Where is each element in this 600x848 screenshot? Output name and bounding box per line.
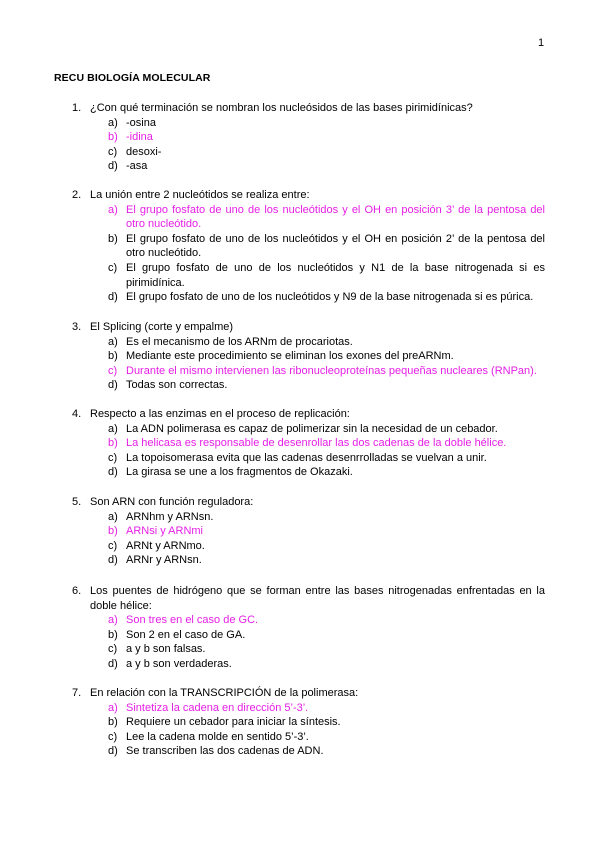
option-b[interactable]	[108, 349, 545, 364]
option-letter: c)	[108, 539, 118, 552]
option-letter: a)	[108, 335, 118, 348]
option-letter: a)	[108, 510, 118, 523]
question-text: Son ARN con función reguladora:	[90, 496, 254, 508]
option-letter: b)	[108, 131, 118, 144]
option-c[interactable]	[108, 145, 545, 160]
question-number: 3.	[72, 321, 82, 333]
option-c[interactable]	[108, 730, 545, 745]
option-letter: b)	[108, 628, 118, 641]
option-letter: c)	[108, 730, 118, 743]
question-number: 7.	[72, 687, 82, 699]
option-letter: a)	[108, 422, 118, 435]
option-d[interactable]	[108, 378, 545, 393]
question-3	[72, 320, 545, 393]
question-number: 4.	[72, 408, 82, 420]
question-1	[72, 101, 545, 174]
option-text: -asa	[126, 160, 148, 173]
option-text: Sintetiza la cadena en dirección 5’-3’.	[126, 701, 309, 714]
question-text: ¿Con qué terminación se nombran los nucleósidos de las bases pirimidínicas?	[90, 102, 473, 114]
option-text: -osina	[126, 116, 156, 129]
option-letter: a)	[108, 116, 118, 129]
option-text: Lee la cadena molde en sentido 5’-3’.	[126, 730, 309, 743]
option-text: La helicasa es responsable de desenrollar las dos cadenas de la doble hélice.	[126, 437, 507, 450]
option-b[interactable]	[108, 130, 545, 145]
page-number: 1	[538, 37, 545, 49]
option-letter: d)	[108, 554, 118, 567]
option-c[interactable]	[108, 539, 545, 554]
document-title: RECU BIOLOGÍA MOLECULAR	[54, 72, 211, 84]
option-letter: d)	[108, 160, 118, 173]
option-text: Requiere un cebador para iniciar la síntesis.	[126, 716, 341, 729]
option-text: Es el mecanismo de los ARNm de procariotas.	[126, 335, 353, 348]
option-letter: d)	[108, 466, 118, 479]
option-text: ARNhm y ARNsn.	[126, 510, 214, 523]
option-b[interactable]	[108, 436, 545, 451]
question-5	[72, 495, 545, 568]
option-letter: d)	[108, 745, 118, 758]
option-letter: c)	[108, 145, 118, 158]
question-7	[72, 686, 545, 759]
option-text: Son tres en el caso de GC.	[126, 614, 259, 627]
option-a[interactable]	[108, 116, 545, 131]
question-number: 6.	[72, 585, 82, 597]
option-letter: d)	[108, 657, 118, 670]
option-text: a y b son verdaderas.	[126, 657, 232, 670]
question-number: 2.	[72, 189, 82, 201]
option-a[interactable]	[108, 335, 545, 350]
option-c[interactable]	[108, 364, 545, 379]
question-4	[72, 407, 545, 480]
question-2	[72, 188, 545, 305]
option-d[interactable]	[108, 744, 545, 759]
option-letter: d)	[108, 379, 118, 392]
option-b[interactable]	[108, 232, 545, 261]
option-c[interactable]	[108, 261, 545, 290]
option-text: La ADN polimerasa es capaz de polimerizar sin la necesidad de un cebador.	[126, 422, 498, 435]
option-d[interactable]	[108, 553, 545, 568]
option-letter: b)	[108, 350, 118, 363]
option-text: El grupo fosfato de uno de los nucleótidos y el OH en posición 3’ de la pentosa del otro nucleótido.	[126, 203, 545, 231]
option-b[interactable]	[108, 628, 545, 643]
option-text: Durante el mismo intervienen las ribonucleoproteínas pequeñas nucleares (RNPan).	[126, 364, 537, 377]
option-c[interactable]	[108, 642, 545, 657]
option-c[interactable]	[108, 451, 545, 466]
option-letter: c)	[108, 451, 118, 464]
option-text: El grupo fosfato de uno de los nucleótidos y el OH en posición 2’ de la pentosa del otro nucleótido.	[126, 232, 545, 260]
option-letter: b)	[108, 525, 118, 538]
option-text: La girasa se une a los fragmentos de Okazaki.	[126, 466, 353, 479]
option-letter: c)	[108, 261, 118, 274]
option-letter: a)	[108, 701, 118, 714]
option-d[interactable]	[108, 290, 545, 305]
question-text: Respecto a las enzimas en el proceso de replicación:	[90, 408, 350, 420]
option-text: desoxi-	[126, 145, 162, 158]
option-text: Se transcriben las dos cadenas de ADN.	[126, 745, 324, 758]
option-letter: a)	[108, 614, 118, 627]
question-number: 5.	[72, 496, 82, 508]
question-text: Los puentes de hidrógeno que se forman entre las bases nitrogenadas enfrentadas en la doble hélice:	[90, 585, 545, 612]
option-text: ARNt y ARNmo.	[126, 539, 205, 552]
option-text: Son 2 en el caso de GA.	[126, 628, 246, 641]
option-letter: b)	[108, 232, 118, 245]
option-a[interactable]	[108, 510, 545, 525]
option-d[interactable]	[108, 465, 545, 480]
option-text: Todas son correctas.	[126, 379, 228, 392]
option-a[interactable]	[108, 422, 545, 437]
option-text: ARNr y ARNsn.	[126, 554, 202, 567]
option-a[interactable]	[108, 701, 545, 716]
question-text: El Splicing (corte y empalme)	[90, 321, 234, 333]
question-number: 1.	[72, 102, 82, 114]
option-text: a y b son falsas.	[126, 643, 206, 656]
option-letter: a)	[108, 203, 118, 216]
option-letter: d)	[108, 291, 118, 304]
option-a[interactable]	[108, 203, 545, 232]
option-d[interactable]	[108, 159, 545, 174]
question-text: La unión entre 2 nucleótidos se realiza entre:	[90, 189, 310, 201]
question-6	[72, 584, 545, 672]
option-text: El grupo fosfato de uno de los nucleótidos y N9 de la base nitrogenada si es púrica.	[126, 291, 534, 304]
option-b[interactable]	[108, 715, 545, 730]
option-letter: c)	[108, 643, 118, 656]
option-text: -idina	[126, 131, 153, 144]
question-text: En relación con la TRANSCRIPCIÓN de la polimerasa:	[90, 687, 359, 699]
option-letter: b)	[108, 716, 118, 729]
option-a[interactable]	[108, 613, 545, 628]
option-text: Mediante este procedimiento se eliminan los exones del preARNm.	[126, 350, 454, 363]
option-b[interactable]	[108, 524, 545, 539]
option-letter: b)	[108, 437, 118, 450]
option-text: ARNsi y ARNmi	[126, 525, 204, 538]
option-letter: c)	[108, 364, 118, 377]
option-d[interactable]	[108, 657, 545, 672]
option-text: La topoisomerasa evita que las cadenas desenrrolladas se vuelvan a unir.	[126, 451, 487, 464]
option-text: El grupo fosfato de uno de los nucleótidos y N1 de la base nitrogenada si es pirimidínica.	[126, 261, 545, 289]
